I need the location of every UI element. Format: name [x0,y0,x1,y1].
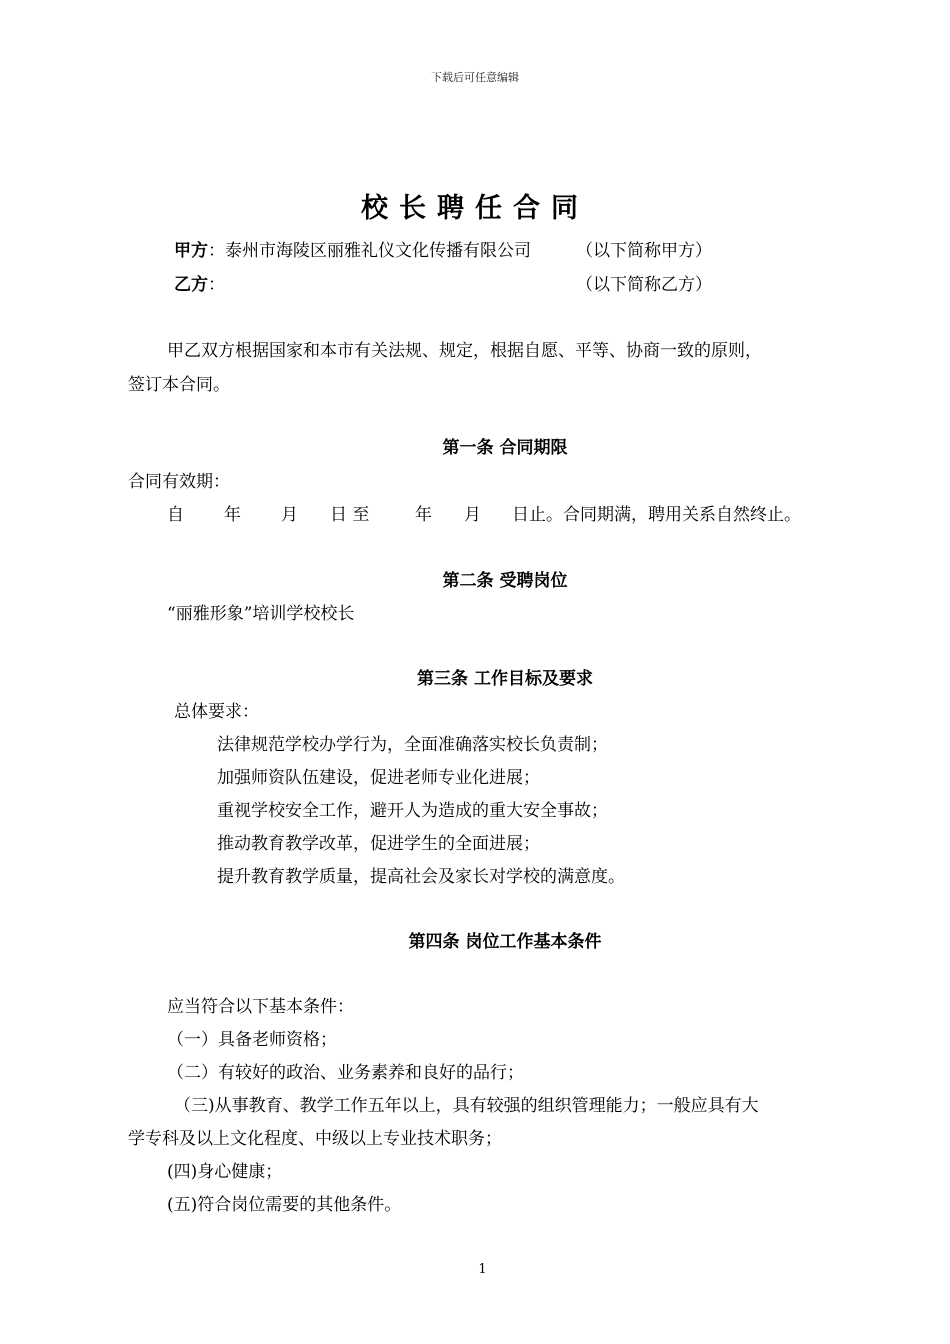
document-title: 校长聘任合同 [361,193,589,224]
party-b-label: 乙方 [174,275,208,295]
party-b-alias: （以下简称乙方） [576,275,712,295]
article-3-label: 总体要求： [174,702,259,722]
article-4-item: 学专科及以上文化程度、中级以上专业技术职务； [128,1129,502,1149]
article-4-item: （一）具备老师资格； [167,1030,337,1050]
page-number: 1 [478,1262,487,1277]
party-a-alias: （以下简称甲方） [576,241,712,261]
article-1-label: 合同有效期： [128,472,230,492]
article-3-item: 推动教育教学改革，促进学生的全面进展； [217,834,540,854]
party-b-colon: ： [208,275,225,295]
header-note: 下载后可任意编辑 [431,71,519,84]
article-3-item: 加强师资队伍建设，促进老师专业化进展； [217,768,540,788]
date-month-1: 月 [281,505,298,525]
intro-line-2: 签订本合同。 [128,375,230,395]
date-from: 自 [167,505,184,525]
party-b-line [174,270,225,295]
date-year-1: 年 [224,505,241,525]
date-end: 日止。合同期满，聘用关系自然终止。 [512,505,801,525]
article-3-item: 法律规范学校办学行为，全面准确落实校长负责制； [217,735,608,755]
intro-line-1: 甲乙双方根据国家和本市有关法规、规定，根据自愿、平等、协商一致的原则， [167,341,762,361]
party-a-label: 甲方 [174,241,208,261]
article-4-item: (五)符合岗位需要的其他条件。 [167,1195,402,1215]
party-a-line [174,236,531,261]
article-4-heading: 第四条 岗位工作基本条件 [408,932,602,952]
article-4-item: (四)身心健康； [167,1162,283,1182]
article-3-item: 提升教育教学质量，提高社会及家长对学校的满意度。 [217,867,625,887]
date-day-to: 日 至 [330,505,370,525]
date-year-2: 年 [415,505,432,525]
article-2-heading: 第二条 受聘岗位 [442,571,568,591]
article-3-item: 重视学校安全工作，避开人为造成的重大安全事故； [217,801,608,821]
article-2-position: “丽雅形象”培训学校校长 [167,604,355,624]
article-3-heading: 第三条 工作目标及要求 [417,669,593,689]
party-a-colon: ： [208,241,225,261]
article-4-label: 应当符合以下基本条件： [167,997,354,1017]
article-4-item: （三)从事教育、教学工作五年以上，具有较强的组织管理能力；一般应具有大 [174,1096,759,1116]
article-4-item: （二）有较好的政治、业务素养和良好的品行； [167,1063,524,1083]
party-a-name: 泰州市海陵区丽雅礼仪文化传播有限公司 [225,241,531,261]
date-month-2: 月 [464,505,481,525]
article-1-heading: 第一条 合同期限 [442,438,568,458]
